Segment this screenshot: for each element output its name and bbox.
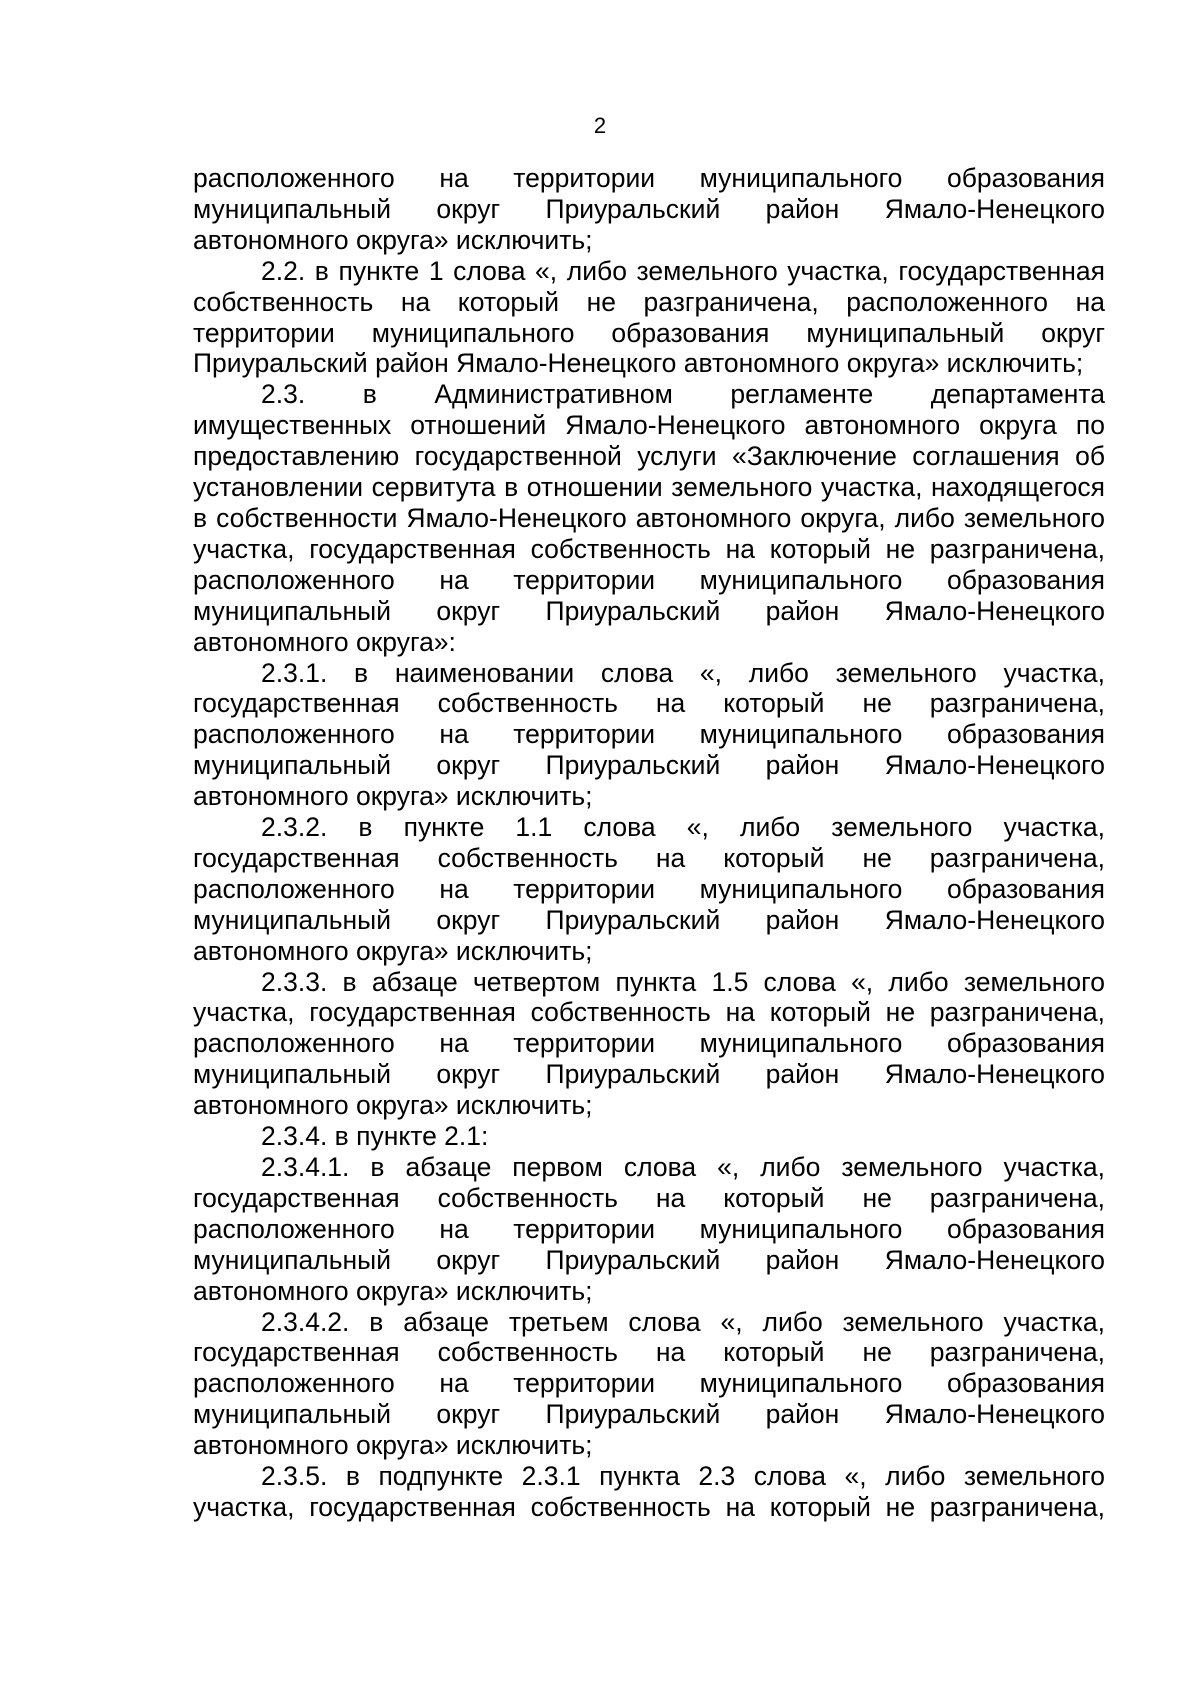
paragraph-2-3-5: 2.3.5. в подпункте 2.3.1 пункта 2.3 слова «, либо земельного участка, государственная собственность на который не разграничена,: [193, 1461, 1105, 1522]
paragraph-2-3-2: 2.3.2. в пункте 1.1 слова «, либо земельного участка, государственная собственность на который не разграничена, расположенного на территории муниципального образования муниципальный округ Приуральский район Ямало-Ненецкого автономного округа» исключить;: [193, 812, 1105, 966]
paragraph-2-3-4-1: 2.3.4.1. в абзаце первом слова «, либо земельного участка, государственная собственность на который не разграничена, расположенного на территории муниципального образования муниципальный округ Приуральский район Ямало-Ненецкого автономного округа» исключить;: [193, 1152, 1105, 1306]
paragraph-2-2: 2.2. в пункте 1 слова «, либо земельного участка, государственная собственность на который не разграничена, расположенного на территории муниципального образования муниципальный округ Приуральский район Ямало-Ненецкого автономного округа» исключить;: [193, 255, 1105, 379]
paragraph-2-3-4: 2.3.4. в пункте 2.1:: [261, 1121, 489, 1152]
paragraph-2-3-3: 2.3.3. в абзаце четвертом пункта 1.5 слова «, либо земельного участка, государственная собственность на который не разграничена, расположенного на территории муниципального образования муниципальный округ Приуральский район Ямало-Ненецкого автономного округа» исключить;: [193, 966, 1105, 1121]
paragraph-continuation: расположенного на территории муниципального образования муниципальный округ Приуральский район Ямало-Ненецкого автономного округа» исключить;: [193, 163, 1105, 255]
paragraph-2-3-4-2: 2.3.4.2. в абзаце третьем слова «, либо земельного участка, государственная собственность на который не разграничена, расположенного на территории муниципального образования муниципальный округ Приуральский район Ямало-Ненецкого автономного округа» исключить;: [193, 1306, 1105, 1461]
paragraph-2-3: 2.3. в Административном регламенте департамента имущественных отношений Ямало-Ненецкого автономного округа по предоставлению государственной услуги «Заключение соглашения об установлении сервитута в отношении земельного участка, находящегося в собственности Ямало-Ненецкого автономного округа, либо земельного участка, государственная собственность на который не разграничена, расположенного на территории муниципального образования муниципальный округ Приуральский район Ямало-Ненецкого автономного округа»:: [193, 379, 1105, 657]
paragraph-2-3-1: 2.3.1. в наименовании слова «, либо земельного участка, государственная собственность на который не разграничена, расположенного на территории муниципального образования муниципальный округ Приуральский район Ямало-Ненецкого автономного округа» исключить;: [193, 657, 1105, 812]
page-number: 2: [593, 113, 607, 138]
document-body: [193, 163, 1105, 1523]
